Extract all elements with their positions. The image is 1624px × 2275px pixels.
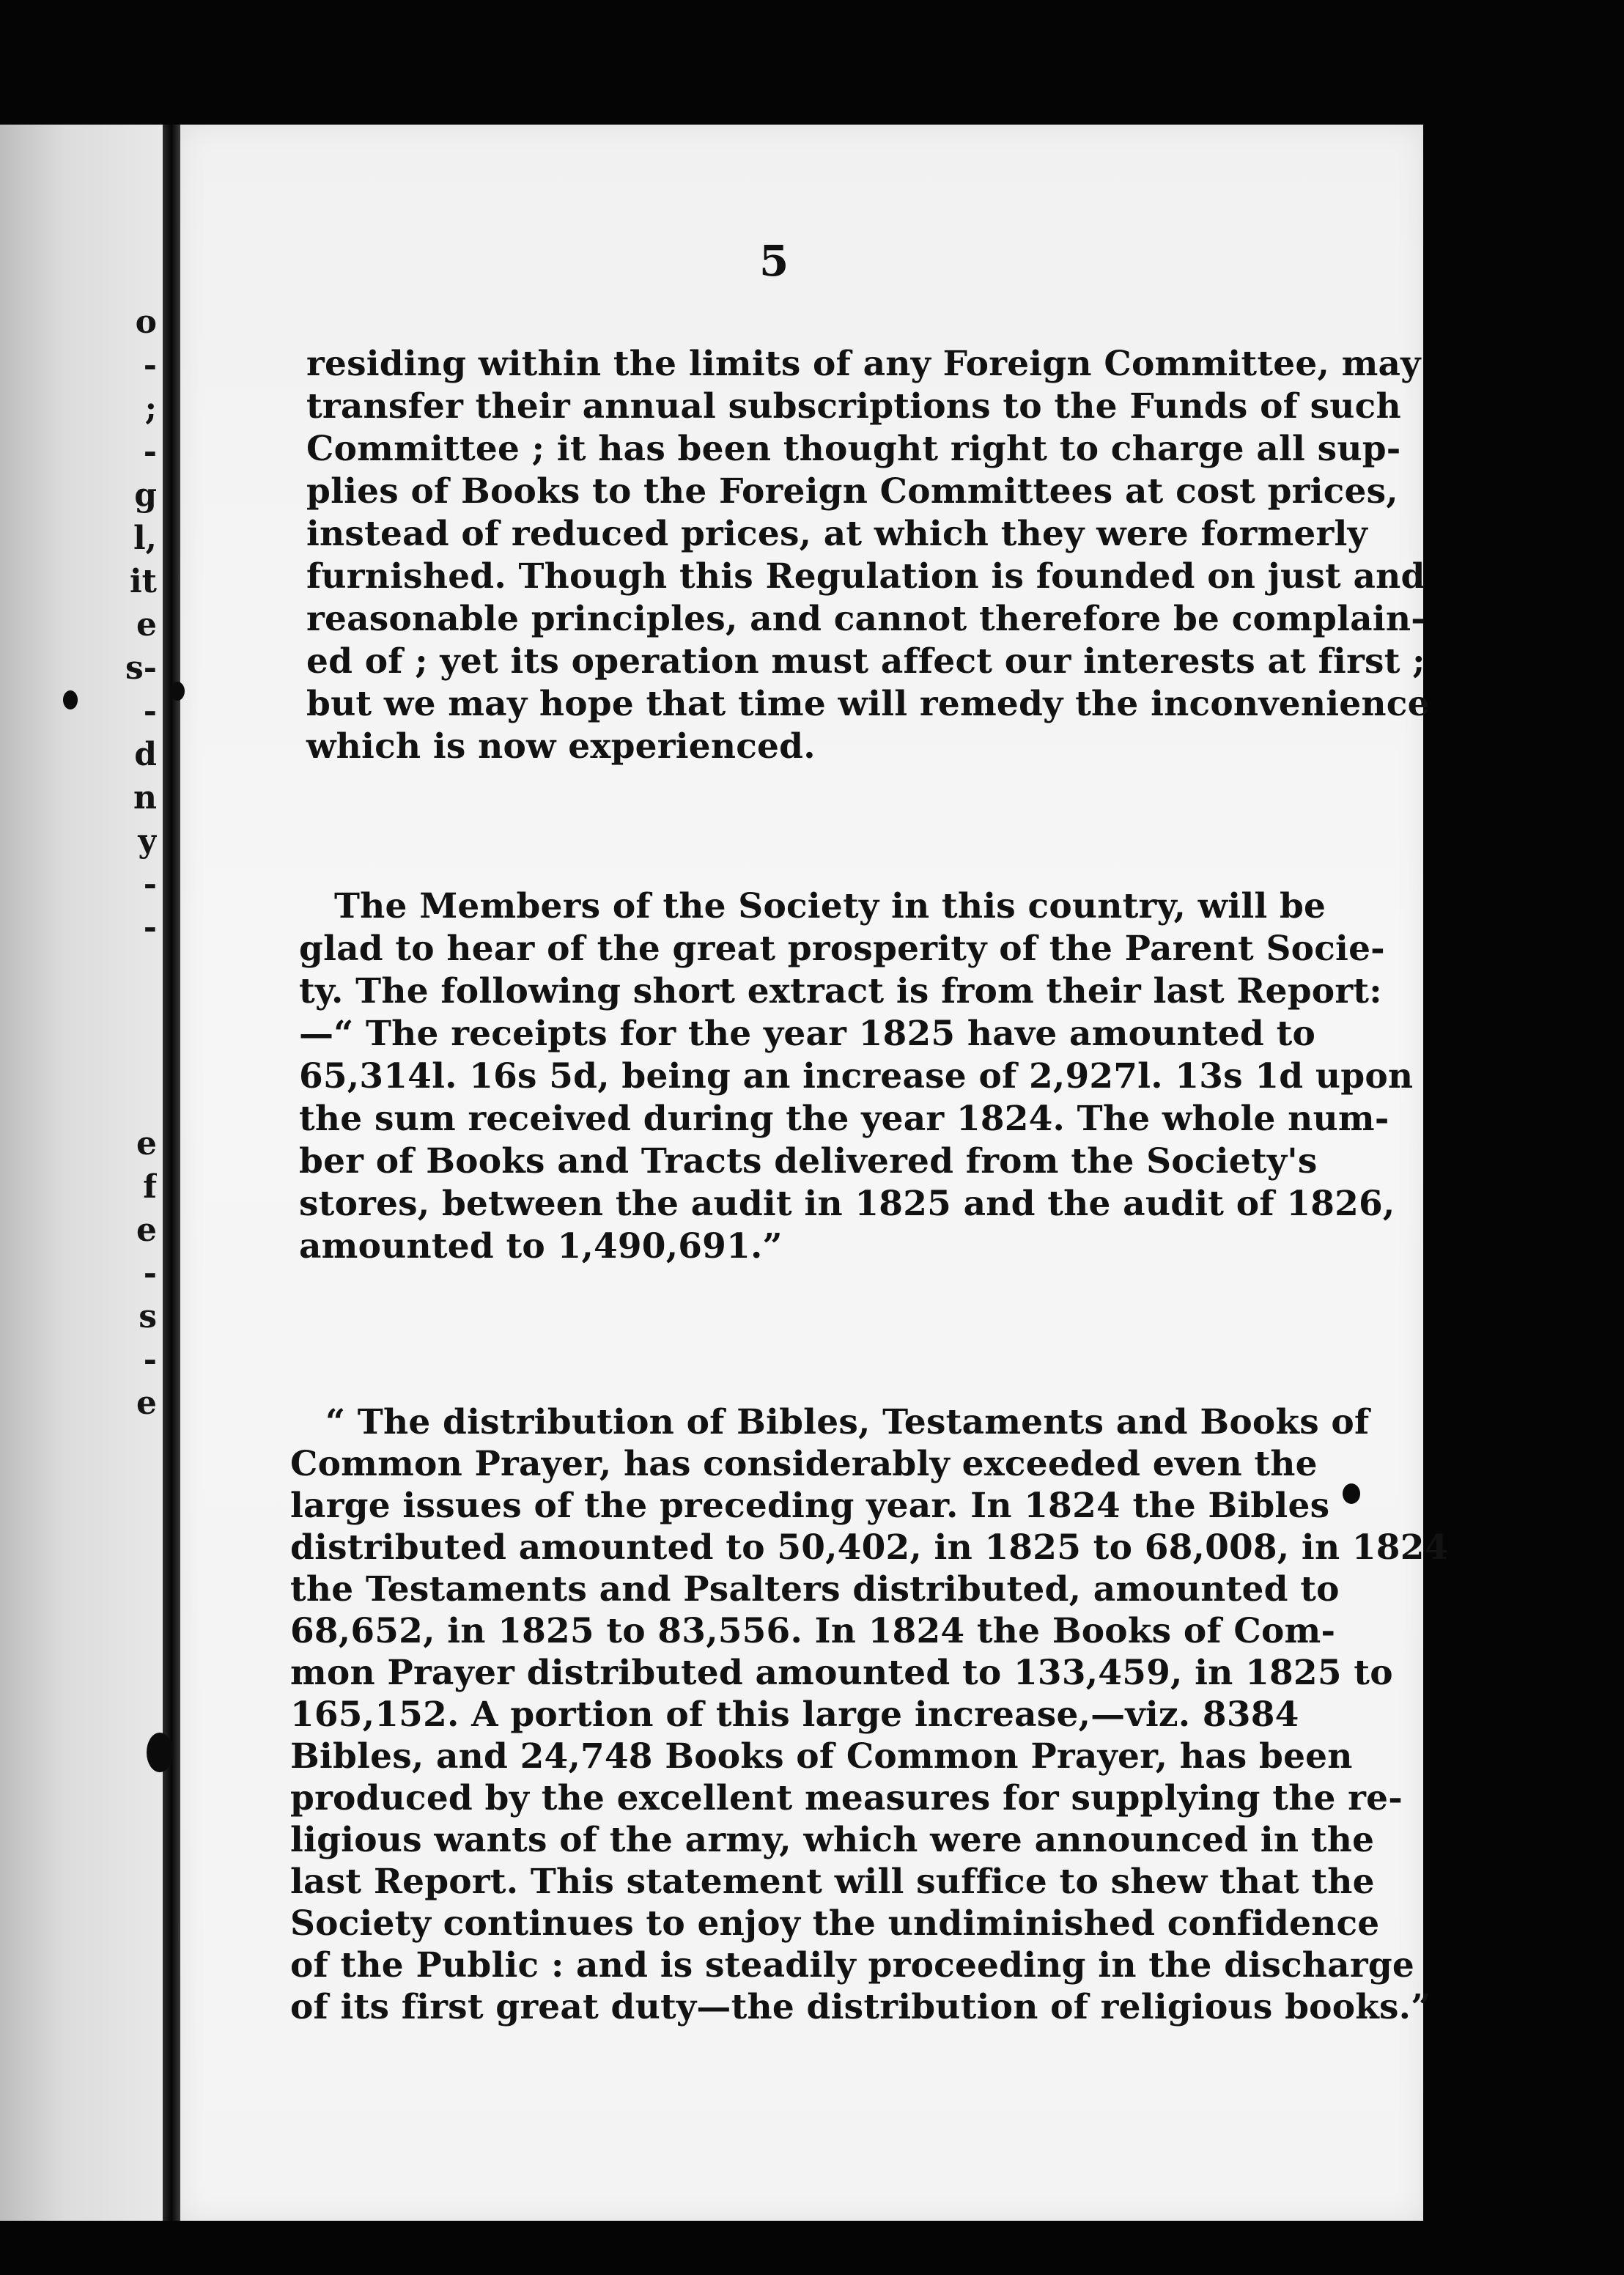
previous-page-line-fragment: - (143, 693, 157, 730)
text-line: of the Public : and is steadily proceeding in the discharge (290, 1945, 1414, 1985)
previous-page-line-fragment: n (133, 779, 157, 816)
text-line: but we may hope that time will remedy the inconvenience (306, 684, 1430, 724)
previous-page-line-fragment: s (139, 1298, 157, 1335)
previous-page-line-fragment: e (136, 1384, 157, 1422)
previous-page-line-fragment: f (143, 1168, 157, 1206)
previous-page-fragment (0, 125, 163, 2221)
previous-page-line-fragment (98, 1079, 157, 1122)
previous-page-line-fragment: it (129, 563, 157, 600)
previous-page-line-fragment: - (143, 909, 157, 946)
text-line: the Testaments and Psalters distributed, amounted to (290, 1569, 1340, 1610)
text-line: Bibles, and 24,748 Books of Common Prayer, has been (290, 1736, 1353, 1777)
text-line: instead of reduced prices, at which they were formerly (306, 514, 1368, 554)
page-number: 5 (759, 236, 789, 286)
previous-page-line-fragment: - (143, 347, 157, 384)
previous-page-text-fragments (98, 300, 157, 1425)
text-line: large issues of the preceding year. In 1824 the Bibles (290, 1486, 1330, 1526)
text-line: Committee ; it has been thought right to charge all sup- (306, 429, 1401, 469)
text-line: produced by the excellent measures for supplying the re- (290, 1778, 1403, 1818)
text-line: glad to hear of the great prosperity of the Parent Socie- (299, 929, 1385, 969)
text-line: distributed amounted to 50,402, in 1825 to 68,008, in 1824 (290, 1527, 1449, 1568)
text-line: amounted to 1,490,691.” (299, 1226, 783, 1266)
text-line: mon Prayer distributed amounted to 133,459, in 1825 to (290, 1653, 1393, 1693)
text-line: the sum received during the year 1824. The whole num- (299, 1099, 1389, 1139)
previous-page-line-fragment (98, 992, 157, 1036)
paragraph-distribution-quote (290, 1401, 1449, 2028)
text-line: Common Prayer, has considerably exceeded even the (290, 1444, 1318, 1484)
scan-mark (147, 1733, 173, 1772)
previous-page-line-fragment: y (138, 822, 157, 860)
text-line: plies of Books to the Foreign Committees at cost prices, (306, 471, 1398, 512)
previous-page-line-fragment: - (143, 1341, 157, 1379)
text-line: 65,314l. 16s 5d, being an increase of 2,927l. 13s 1d upon (299, 1056, 1414, 1096)
previous-page-line-fragment: ; (144, 390, 157, 427)
text-line: ty. The following short extract is from their last Report: (299, 971, 1382, 1011)
text-line: “ The distribution of Bibles, Testaments and Books of (325, 1402, 1370, 1442)
text-line: of its first great duty—the distribution of religious books.” (290, 1987, 1431, 2027)
text-line: furnished. Though this Regulation is founded on just and (306, 556, 1425, 597)
previous-page-line-fragment: g (134, 476, 157, 514)
text-line: transfer their annual subscriptions to the Funds of such (306, 386, 1401, 427)
previous-page-line-fragment: l, (133, 520, 157, 557)
previous-page-line-fragment: s- (125, 649, 157, 687)
previous-page-line-fragment: o (135, 303, 157, 341)
previous-page-line-fragment: e (136, 1212, 157, 1249)
text-line: last Report. This statement will suffice to shew that the (290, 1862, 1375, 1902)
text-line: 68,652, in 1825 to 83,556. In 1824 the Books of Com- (290, 1611, 1336, 1651)
previous-page-line-fragment (98, 949, 157, 992)
previous-page-line-fragment: - (143, 433, 157, 471)
text-line: residing within the limits of any Foreign Committee, may (306, 344, 1421, 384)
text-line: reasonable principles, and cannot therefore be complain- (306, 599, 1425, 639)
paragraph-parent-society-report (299, 885, 1414, 1268)
scan-mark (63, 690, 78, 709)
text-line: Society continues to enjoy the undiminished confidence (290, 1903, 1380, 1944)
text-line: ed of ; yet its operation must affect our interests at first ; (306, 641, 1425, 682)
previous-page-line-fragment: e (136, 1125, 157, 1162)
text-line: The Members of the Society in this country, will be (334, 886, 1326, 926)
text-line: stores, between the audit in 1825 and the audit of 1826, (299, 1184, 1395, 1224)
text-line: ber of Books and Tracts delivered from the Society's (299, 1141, 1318, 1181)
text-line: 165,152. A portion of this large increase,—viz. 8384 (290, 1695, 1299, 1735)
previous-page-line-fragment: - (143, 866, 157, 903)
book-gutter (163, 125, 180, 2221)
previous-page-line-fragment: e (136, 606, 157, 644)
previous-page-line-fragment (98, 1036, 157, 1079)
scan-mark (170, 682, 185, 701)
paragraph-foreign-committees (306, 343, 1430, 768)
previous-page-line-fragment: - (143, 1255, 157, 1292)
scan-mark (1343, 1483, 1360, 1504)
text-line: ligious wants of the army, which were announced in the (290, 1820, 1375, 1860)
text-line: —“ The receipts for the year 1825 have amounted to (299, 1014, 1316, 1054)
previous-page-line-fragment: d (134, 736, 157, 773)
text-line: which is now experienced. (306, 726, 816, 767)
